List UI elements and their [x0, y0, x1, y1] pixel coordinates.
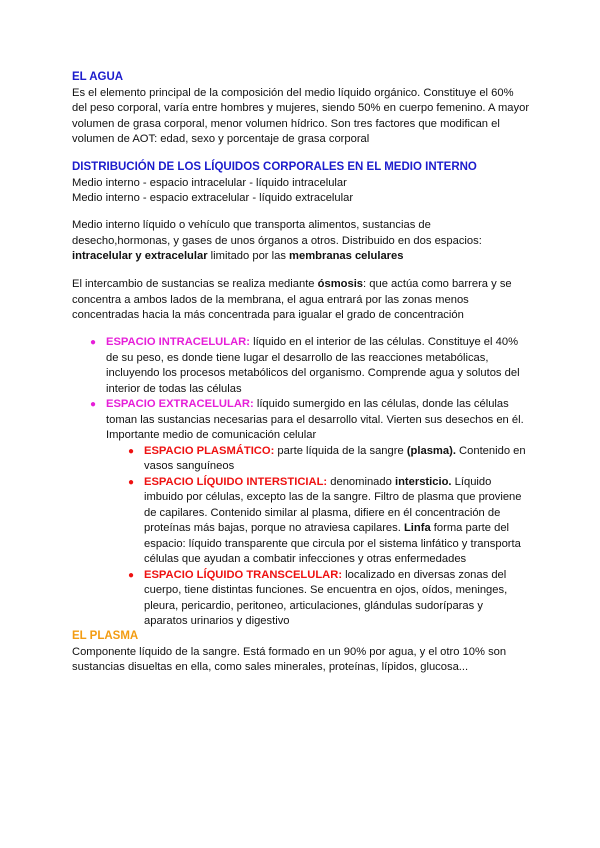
- medio-mid: limitado por las: [207, 250, 290, 262]
- bullet-icon: ●: [128, 569, 135, 581]
- list-item-extracelular: [72, 397, 552, 444]
- intra-line-2: incluyendo los procesos metabólicos del organismo. Comprende agua y solutos del: [106, 367, 520, 379]
- medio-intracelular-line: Medio interno - espacio intracelular - líquido intracelular: [72, 176, 347, 189]
- bullet-icon: ●: [90, 399, 97, 410]
- label-plasmatico: ESPACIO PLASMÁTICO:: [144, 444, 275, 457]
- agua-line-4: volumen de AOT: edad, sexo y porcentaje de grasa corporal: [72, 133, 370, 145]
- inters-bold: intersticio.: [394, 475, 452, 488]
- plasm-bold: (plasma).: [406, 444, 456, 457]
- intra-line-1: de su peso, es donde tiene lugar el desarrollo de las reacciones metabólicas,: [106, 351, 489, 364]
- medio-bold-2: membranas celulares: [289, 250, 404, 262]
- trans-text: localizado en diversas zonas del: [342, 568, 507, 581]
- heading-plasma: EL PLASMA: [72, 630, 139, 642]
- inter-line-3: concentradas hacia la más concentrada para igualar el grado de concentración: [72, 309, 464, 321]
- inters-line-5: espacio: líquido transparente que circula por el sistema linfático y transporta: [144, 537, 521, 550]
- espacios-list: [72, 335, 552, 630]
- heading-distribucion: DISTRIBUCIÓN DE LOS LÍQUIDOS CORPORALES EN EL MEDIO INTERNO: [72, 161, 477, 173]
- agua-line-2: del peso corporal, varía entre hombres y mujeres, siendo 50% en cuerpo femenino. A mayor: [72, 102, 530, 114]
- agua-line-3: volumen de grasa corporal, menor volumen hídrico. Son tres factores que modifican el: [72, 117, 500, 130]
- list-item-intersticial: [72, 475, 552, 568]
- medio-bold-1: intracelular y extracelular: [72, 250, 208, 262]
- label-extracelular: ESPACIO EXTRACELULAR:: [106, 398, 254, 410]
- list-item-transcelular: [72, 568, 552, 630]
- inters-line-4-bold: Linfa: [403, 522, 431, 534]
- inter-post: : que actúa como barrera y se: [363, 278, 512, 290]
- heading-agua: EL AGUA: [72, 71, 124, 83]
- trans-line-1: cuerpo, tiene distintas funciones. Se encuentra en ojos, oídos, meninges,: [144, 584, 508, 596]
- inter-bold: ósmosis: [317, 278, 364, 290]
- bullet-icon: ●: [90, 337, 97, 348]
- plasm-line-2: vasos sanguíneos: [144, 460, 235, 472]
- extra-line-2: Importante medio de comunicación celular: [106, 429, 317, 441]
- inters-text: denominado: [327, 475, 395, 488]
- inters-text-2: Líquido: [451, 475, 492, 488]
- bullet-icon: ●: [128, 445, 135, 457]
- inter-line-1: [72, 277, 542, 293]
- section-plasma: [72, 629, 542, 676]
- inter-pre: El intercambio de sustancias se realiza mediante: [72, 278, 318, 290]
- intra-line-3: interior de todas las células: [106, 382, 242, 395]
- plasm-text-2: Contenido en: [455, 444, 526, 457]
- plasma-line-2: sustancias disueltas en ella, como sales minerales, proteínas, lípidos, glucosa...: [72, 661, 469, 673]
- list-item-intracelular: [72, 335, 552, 397]
- plasma-line-1: Componente líquido de la sangre. Está formado en un 90% por agua, y el otro 10% son: [72, 645, 507, 658]
- medio-extracelular-line: Medio interno - espacio extracelular - líquido extracelular: [72, 192, 354, 204]
- bullet-icon: ●: [128, 476, 135, 488]
- extra-text: líquido sumergido en las células, donde las células: [253, 398, 509, 410]
- plasm-text: parte líquida de la sangre: [274, 444, 407, 457]
- intra-text: líquido en el interior de las células. Constituye el 40%: [249, 336, 519, 348]
- inter-line-2: concentra a ambos lados de la membrana, el agua entrará por las zonas menos: [72, 293, 469, 306]
- intercambio-paragraph: [72, 277, 542, 324]
- medio-interno-paragraph: [72, 218, 542, 265]
- agua-line-1: Es el elemento principal de la composición del medio líquido orgánico. Constituye el 60%: [72, 86, 514, 99]
- extra-line-1: toman las sustancias necesarias para el desarrollo vital. Vierten sus desechos en él.: [106, 413, 524, 426]
- inters-line-3: de capilares. Contenido similar al plasma, difiere en él concentración de: [144, 506, 501, 519]
- trans-line-3: aparatos urinarios y digestivo: [144, 615, 290, 627]
- label-transcelular: ESPACIO LÍQUIDO TRANSCELULAR:: [144, 568, 343, 581]
- label-intracelular: ESPACIO INTRACELULAR:: [106, 336, 250, 348]
- inters-line-6: células que ayudan a combatir infecciones y otras enfermedades: [144, 553, 467, 565]
- trans-line-2: pleura, pericardio, peritoneo, articulaciones, glándulas sudoríparas y: [144, 599, 483, 612]
- medio-line-1: Medio interno líquido o vehículo que transporta alimentos, sustancias de: [72, 219, 431, 231]
- section-distribucion: [72, 160, 542, 207]
- inters-line-4-post: forma parte del: [430, 522, 510, 534]
- list-item-plasmatico: [72, 444, 552, 475]
- inters-line-4-pre: proteínas más bajas, porque no atraviesa capilares.: [144, 522, 404, 534]
- inters-line-2: imbuido por células, excepto las de la sangre. Filtro de plasma que proviene: [144, 491, 522, 503]
- section-agua: [72, 70, 542, 148]
- medio-line-2: desecho,hormonas, y gases de unos órganos a otros. Distribuido en dos espacios:: [72, 234, 482, 247]
- label-intersticial: ESPACIO LÍQUIDO INTERSTICIAL:: [144, 475, 328, 488]
- medio-line-3: [72, 249, 542, 265]
